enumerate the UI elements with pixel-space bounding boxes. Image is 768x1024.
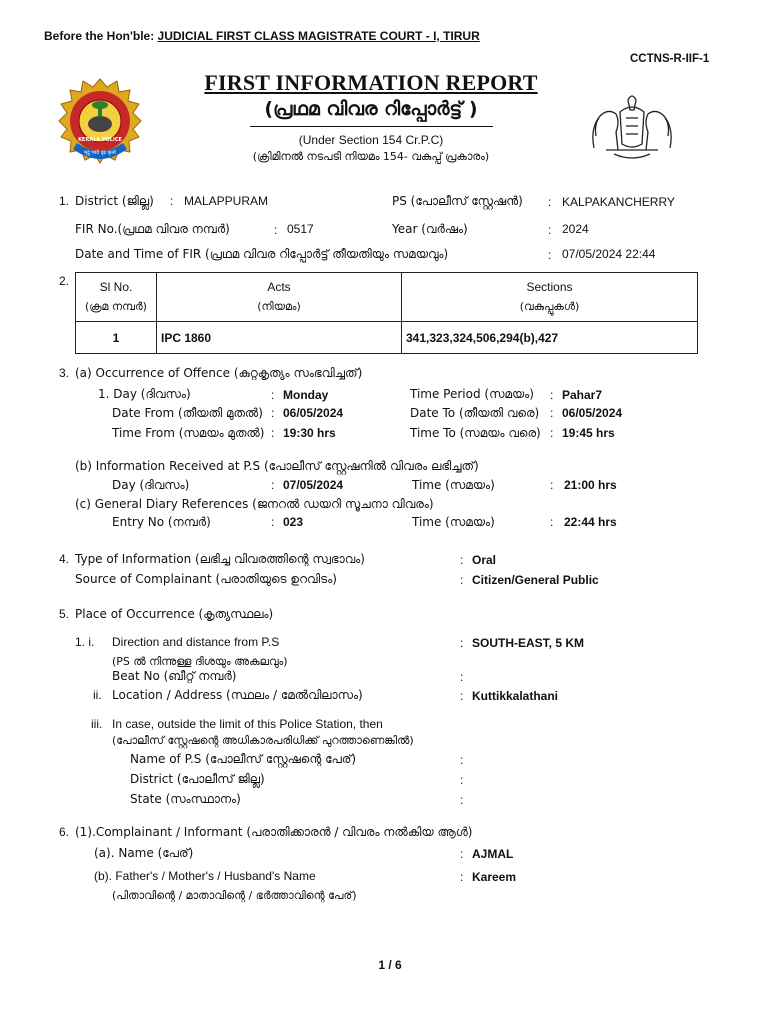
- under-section: (Under Section 154 Cr.P.C): [298, 133, 444, 147]
- sl-header-label: Sl No.: [99, 280, 133, 294]
- colon: :: [548, 223, 552, 237]
- sl-header: [76, 273, 157, 322]
- form-code: CCTNS-R-IIF-1: [630, 53, 710, 65]
- colon: :: [460, 773, 464, 787]
- colon: :: [550, 478, 554, 492]
- occurrence-label: (a) Occurrence of Offence (കുറ്റകൃത്യം സംഭവിച്ചത്): [75, 366, 363, 380]
- colon: :: [274, 223, 278, 237]
- date-from-value: 06/05/2024: [283, 406, 344, 420]
- gd-time-value: 22:44 hrs: [564, 515, 617, 529]
- police-logo-text: KERALA POLICE: [78, 137, 122, 143]
- colon: :: [550, 406, 554, 420]
- sections-cell: 341,323,324,506,294(b),427: [402, 322, 698, 354]
- direction-ml: (PS ൽ നിന്നുള്ള ദിശയും അകലവും): [112, 655, 288, 668]
- sections-header-label: Sections: [526, 280, 573, 294]
- fir-label: FIR No.(പ്രഥമ വിവര നമ്പർ): [75, 222, 230, 236]
- acts-header: [157, 273, 402, 322]
- complainant-name-value: AJMAL: [472, 847, 514, 861]
- source-value: Citizen/General Public: [472, 573, 599, 587]
- colon: :: [460, 636, 464, 650]
- colon: :: [271, 388, 275, 402]
- district-value: MALAPPURAM: [184, 194, 269, 208]
- colon: :: [550, 515, 554, 529]
- time-from-value: 19:30 hrs: [283, 426, 336, 440]
- acts-table-header: [76, 273, 698, 322]
- time-to-value: 19:45 hrs: [562, 426, 615, 440]
- kerala-state-emblem-icon: [586, 88, 678, 164]
- info-day-label: Day (ദിവസം): [112, 478, 190, 492]
- section4-number: 4.: [59, 552, 70, 566]
- location-label: Location / Address (സ്ഥലം / മേൽവിലാസം): [112, 688, 363, 702]
- father-name-ml: (പിതാവിന്റെ / മാതാവിന്റെ / ഭർത്താവിന്റെ പേര്): [112, 889, 357, 902]
- day-label: 1. Day (ദിവസം): [98, 387, 191, 401]
- ps-name-label: Name of P.S (പോലീസ് സ്റ്റേഷന്റെ പേര്): [130, 752, 357, 766]
- colon: :: [460, 670, 464, 684]
- time-period-value: Pahar7: [562, 388, 603, 402]
- fir-datetime-value: 07/05/2024 22:44: [562, 247, 656, 261]
- colon: :: [460, 870, 464, 884]
- entry-no-label: Entry No (നമ്പർ): [112, 515, 211, 529]
- item-iii: iii.: [91, 717, 103, 731]
- info-day-value: 07/05/2024: [283, 478, 344, 492]
- year-value: 2024: [562, 222, 589, 236]
- place-title: Place of Occurrence (കൃത്യസ്ഥലം): [75, 607, 274, 621]
- acts-header-label: Acts: [267, 280, 291, 294]
- fir-value: 0517: [287, 222, 314, 236]
- complainant-name-label: (a). Name (പേര്): [94, 846, 194, 860]
- colon: :: [460, 847, 464, 861]
- colon: :: [460, 553, 464, 567]
- fir-datetime-label: Date and Time of FIR (പ്രഥമ വിവര റിപ്പോർട്ട് തീയതിയും സമയവും): [75, 247, 449, 261]
- colon: :: [548, 248, 552, 262]
- source-label: Source of Complainant (പരാതിയുടെ ഉറവിടം): [75, 572, 337, 586]
- complainant-title: (1).Complainant / Informant (പരാതിക്കാരൻ / വിവരം നൽകിയ ആൾ): [75, 825, 473, 839]
- section1-number: 1.: [59, 194, 70, 208]
- time-period-label: Time Period (സമയം): [410, 387, 534, 401]
- item-1-i: 1. i.: [75, 635, 95, 649]
- table-row: [76, 322, 698, 354]
- location-value: Kuttikkalathani: [472, 689, 559, 703]
- report-title-ml: (പ്രഥമ വിവര റിപ്പോർട്ട് ): [264, 98, 478, 120]
- police-motto: मृदु भावे दृढ कृत्ये: [84, 150, 116, 156]
- info-type-value: Oral: [472, 553, 497, 567]
- colon: :: [460, 753, 464, 767]
- colon: :: [271, 426, 275, 440]
- date-to-value: 06/05/2024: [562, 406, 623, 420]
- time-from-label: Time From (സമയം മുതൽ): [112, 426, 265, 440]
- colon: :: [460, 689, 464, 703]
- entry-no-value: 023: [283, 515, 304, 529]
- section3-number: 3.: [59, 366, 70, 380]
- ps-value: KALPAKANCHERRY: [562, 195, 675, 209]
- section6-number: 6.: [59, 825, 70, 839]
- state-label: State (സംസ്ഥാനം): [130, 792, 241, 806]
- colon: :: [550, 426, 554, 440]
- father-name-label: (b). Father's / Mother's / Husband's Name: [94, 869, 316, 883]
- acts-table: [75, 272, 698, 354]
- colon: :: [548, 195, 552, 209]
- report-title: FIRST INFORMATION REPORT: [204, 70, 538, 95]
- day-value: Monday: [283, 388, 329, 402]
- item-ii: ii.: [93, 688, 102, 702]
- court-name: JUDICIAL FIRST CLASS MAGISTRATE COURT - I, TIRUR: [157, 29, 480, 43]
- colon: :: [271, 406, 275, 420]
- colon: :: [271, 478, 275, 492]
- direction-value: SOUTH-EAST, 5 KM: [472, 636, 585, 650]
- info-type-label: Type of Information (ലഭിച്ച വിവരത്തിന്റെ സ്വഭാവം): [75, 552, 365, 566]
- colon: :: [460, 793, 464, 807]
- outside-ml: (പോലീസ് സ്റ്റേഷന്റെ അധികാരപരിധിക്ക് പുറത്താണെങ്കിൽ): [112, 734, 414, 747]
- colon: :: [550, 388, 554, 402]
- direction-label: Direction and distance from P.S: [112, 635, 280, 649]
- date-to-label: Date To (തീയതി വരെ): [410, 406, 540, 420]
- gd-reference-label: (c) General Diary References (ജനറൽ ഡയറി സൂചനാ വിവരം): [75, 497, 434, 511]
- colon: :: [460, 573, 464, 587]
- acts-header-ml: (നിയമം): [257, 300, 301, 313]
- title-ml-underline: [250, 126, 493, 127]
- act-cell: IPC 1860: [157, 322, 402, 354]
- court-header: [44, 29, 480, 43]
- page-number: 1 / 6: [378, 958, 402, 972]
- father-name-value: Kareem: [472, 870, 517, 884]
- sl-cell: 1: [76, 322, 157, 354]
- before-label: Before the Hon'ble:: [44, 29, 155, 43]
- ps-label: PS (പോലീസ് സ്റ്റേഷൻ): [392, 194, 523, 208]
- kerala-police-logo-icon: [55, 77, 145, 169]
- gd-time-label: Time (സമയം): [412, 515, 495, 529]
- under-section-ml: (ക്രിമിനൽ നടപടി നിയമം 154- വകുപ്പ് പ്രകാരം): [252, 150, 490, 163]
- time-to-label: Time To (സമയം വരെ): [410, 426, 541, 440]
- info-time-label: Time (സമയം): [412, 478, 495, 492]
- colon: :: [170, 194, 174, 208]
- outside-district-label: District (പോലീസ് ജില്ല): [130, 772, 265, 786]
- info-received-label: (b) Information Received at P.S (പോലീസ് സ്റ്റേഷനിൽ വിവരം ലഭിച്ചത്): [75, 459, 479, 473]
- sections-header-ml: (വകുപ്പുകൾ): [519, 300, 580, 313]
- date-from-label: Date From (തീയതി മുതൽ): [112, 406, 263, 420]
- sl-header-ml: (ക്രമ നമ്പർ): [85, 300, 147, 313]
- section2-number: 2.: [59, 274, 70, 288]
- district-label: District (ജില്ല): [75, 194, 154, 208]
- year-label: Year (വർഷം): [392, 222, 468, 236]
- sections-header: [402, 273, 698, 322]
- beat-label: Beat No (ബീറ്റ് നമ്പർ): [112, 669, 237, 683]
- info-time-value: 21:00 hrs: [564, 478, 617, 492]
- colon: :: [271, 515, 275, 529]
- outside-label: In case, outside the limit of this Police Station, then: [112, 717, 383, 731]
- section5-number: 5.: [59, 607, 70, 621]
